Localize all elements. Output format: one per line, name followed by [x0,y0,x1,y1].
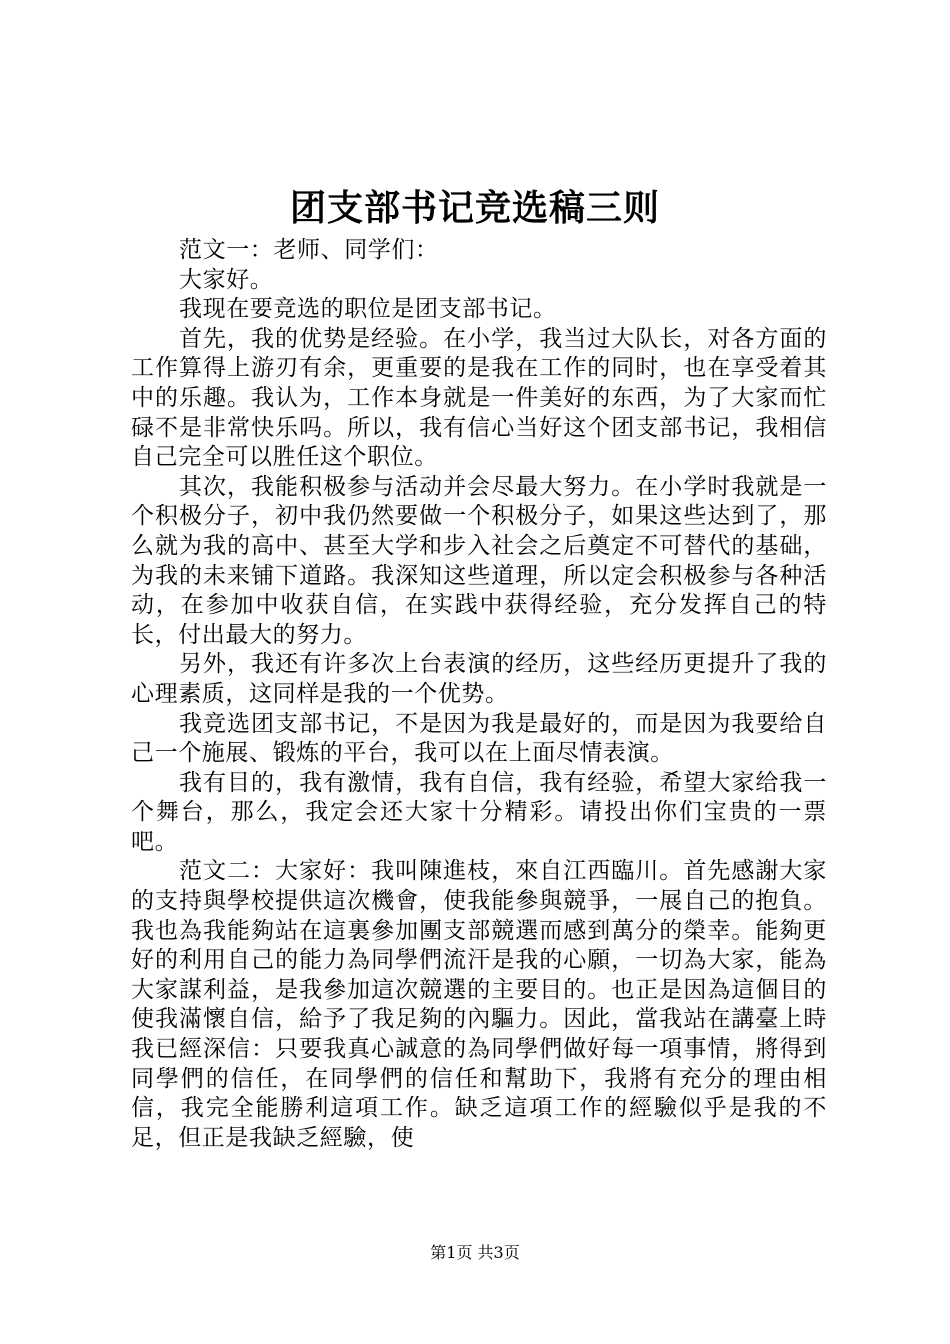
paragraph-motivation: 我竞选团支部书记，不是因为我是最好的，而是因为我要给自己一个施展、锻炼的平台，我可以在上面尽情表演。 [131,710,827,767]
paragraph-experience: 首先，我的优势是经验。在小学，我当过大队长，对各方面的工作算得上游刃有余，更重要的是我在工作的同时，也在享受着其中的乐趣。我认为，工作本身就是一件美好的东西，为了大家而忙碌不是非常快乐吗。所以，我有信心当好这个团支部书记，我相信自己完全可以胜任这个职位。 [131,325,827,471]
paragraph-greeting: 大家好。 [179,266,274,293]
paragraph-activity: 其次，我能积极参与活动并会尽最大努力。在小学时我就是一个积极分子，初中我仍然要做一个积极分子，如果这些达到了，那么就为我的高中、甚至大学和步入社会之后奠定不可替代的基础，为我的未来铺下道路。我深知这些道理，所以定会积极参与各种活动，在参加中收获自信，在实践中获得经验，充分发挥自己的特长，付出最大的努力。 [131,473,827,648]
document-title: 团支部书记竞选稿三则 [289,187,660,229]
paragraph-closing: 我有目的，我有激情，我有自信，我有经验，希望大家给我一个舞台，那么，我定会还大家十分精彩。请投出你们宝贵的一票吧。 [131,769,827,855]
paragraph-performance: 另外，我还有许多次上台表演的经历，这些经历更提升了我的心理素质，这同样是我的一个优势。 [131,651,827,707]
paragraph-salutation: 范文一：老师、同学们： [179,237,439,263]
paragraph-position: 我现在要竞选的职位是团支部书记。 [179,296,557,323]
page-indicator: 第1页 共3页 [430,1243,520,1262]
document-body [131,236,827,1153]
paragraph-sample-two: 范文二：大家好：我叫陳進枝，來自江西臨川。首先感謝大家的支持與學校提供這次機會，使我能參與競爭，一展自己的抱負。我也為我能夠站在這裏參加團支部競選而感到萬分的榮幸。能夠更好的利用自己的能力為同學們流汗是我的心願，一切為大家，能為大家謀利益，是我參加這次競選的主要目的。也正是因為這個目的使我滿懷自信，給予了我足夠的內驅力。因此，當我站在講臺上時我已經深信：只要我真心誠意的為同學們做好每一項事情，將得到同學們的信任，在同學們的信任和幫助下，我將有充分的理由相信，我完全能勝利這項工作。缺乏這項工作的經驗似乎是我的不足，但正是我缺乏經驗，使 [131,858,827,1151]
